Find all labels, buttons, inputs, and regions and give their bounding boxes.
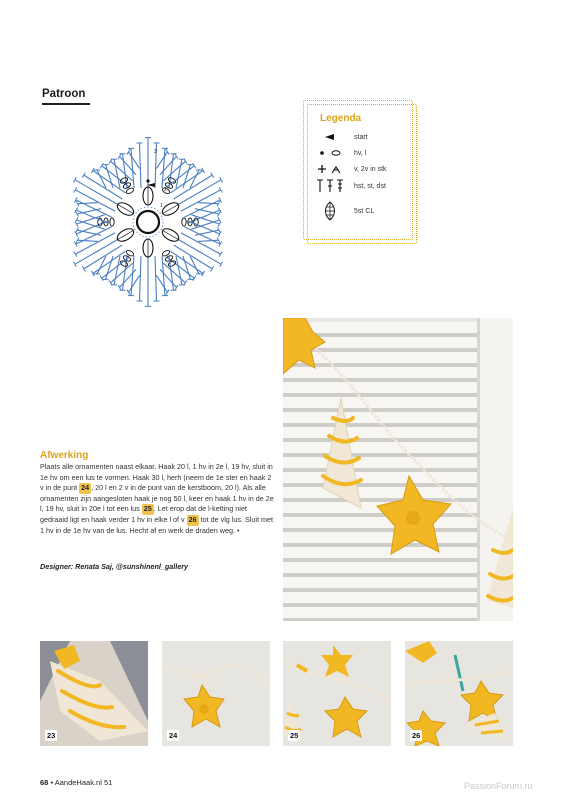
step-photo-23 — [40, 641, 148, 746]
step-badge-25: 25 — [143, 504, 152, 514]
page-number: 68 — [40, 778, 49, 787]
step-number: 25 — [290, 731, 299, 740]
step-number: 24 — [169, 731, 178, 740]
chart-clusters — [115, 187, 181, 257]
step-photo-26 — [405, 641, 513, 746]
legend-item-chain: hv, l — [312, 146, 366, 160]
step-badge-24: 24 — [81, 483, 90, 493]
chart-center-ring — [133, 207, 163, 237]
step-number: 23 — [47, 731, 56, 740]
legend-title: Legenda — [320, 113, 362, 124]
tall-stitches-icon — [312, 179, 348, 193]
afwerking-title: Afwerking — [40, 450, 89, 461]
watermark: PassionForum.ru — [464, 781, 533, 791]
step-badge-26: 26 — [188, 514, 197, 524]
step-photo-24 — [162, 641, 270, 746]
crochet-chart — [34, 125, 266, 330]
section-title-underline — [42, 103, 90, 105]
legend-item-tall: hst, st, dst — [312, 179, 386, 193]
legend-item-cluster: 5st CL — [312, 201, 374, 221]
footer-separator: • — [50, 778, 54, 787]
legend-item-sc: v, 2v in stk — [312, 162, 387, 176]
designer-credit: Designer: Renata Saj, @sunshinenl_gallery — [40, 562, 189, 571]
slip-stitch-icon — [312, 164, 348, 174]
magazine-name: AandeHaak.nl 51 — [54, 778, 113, 787]
step-number: 26 — [412, 731, 421, 740]
step-photo-25 — [283, 641, 391, 746]
afwerking-body: Plaats alle ornamenten naast elkaar. Haak 20 l, 1 hv in 2e l, 19 hv, sluit in 1e hv om een lus te vormen. Haak 30 l, herh (neem de 1e ster en haak 2 v in de punt 24 , 20 l en 2 v in de punt van de kerstboom, 20 l). Als alle ornamenten zijn aangesloten haak je nog 50 l, keer en haak 1 hv in de 2e l, 19 hv, sluit in 20e l tot een lus 25 . Let erop dat de l-ketting niet gedraaid ligt en haak verder 1 hv in elke l of v 26 tot de vlg lus. Sluit met 1 hv in de 1e hv van de lus. Hecht af en werk de draden weg. • — [40, 462, 274, 535]
dot-chain-icon — [312, 149, 348, 157]
chart-star-arms — [73, 138, 222, 307]
end-bullet-icon: • — [236, 525, 240, 535]
svg-text:2: 2 — [164, 187, 167, 193]
svg-text:1: 1 — [160, 203, 163, 209]
garland-photo — [283, 318, 513, 621]
cluster-icon — [312, 201, 348, 221]
svg-text:3: 3 — [154, 149, 157, 155]
legend-item-start: start — [312, 130, 368, 144]
start-arrow-icon — [312, 133, 348, 141]
page-footer — [40, 778, 112, 787]
section-title: Patroon — [42, 88, 86, 100]
